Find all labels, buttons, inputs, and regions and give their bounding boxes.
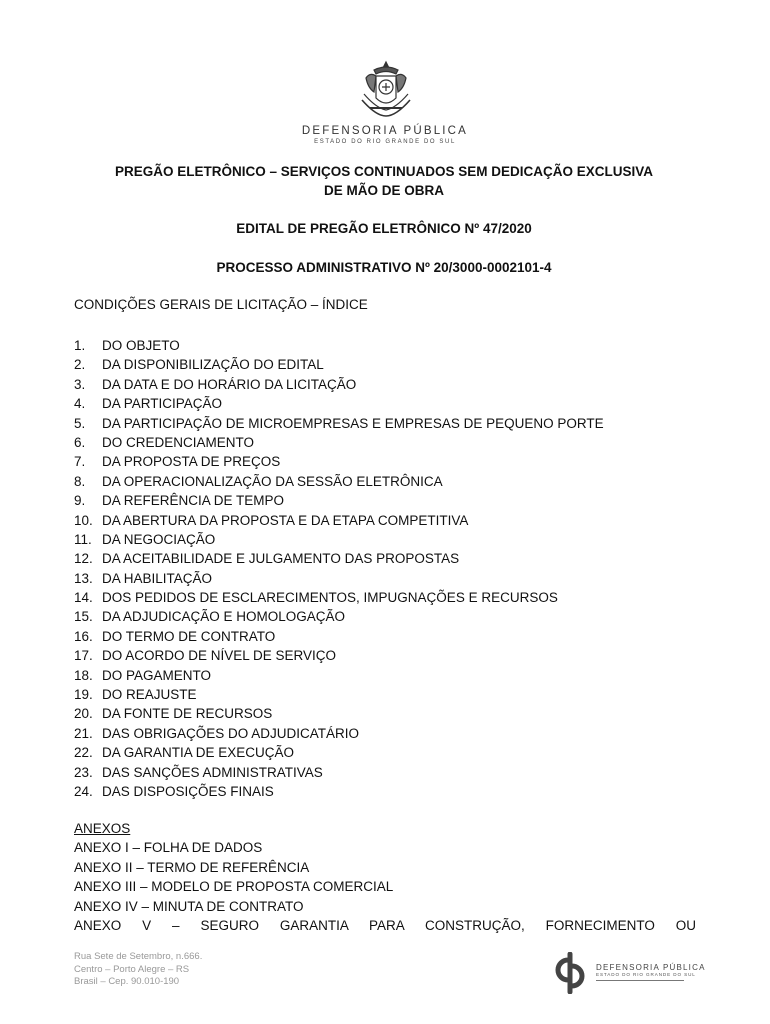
index-item-label: DO PAGAMENTO xyxy=(102,667,212,683)
title-line-2: DE MÃO DE OBRA xyxy=(323,183,444,198)
footer-divider xyxy=(596,980,684,981)
index-item-number: 13. xyxy=(74,570,93,586)
index-item-label: DO OBJETO xyxy=(102,338,180,353)
index-item xyxy=(74,569,714,588)
index-item-label: DA HABILITAÇÃO xyxy=(102,570,213,586)
annex-item: ANEXO I – FOLHA DE DADOS xyxy=(74,840,263,856)
annex-item: ANEXO IV – MINUTA DE CONTRATO xyxy=(74,898,304,914)
index-item-number: 23. xyxy=(74,764,93,780)
index-item-label: DA PROPOSTA DE PREÇOS xyxy=(102,454,281,470)
index-item xyxy=(74,685,714,704)
index-item-label: DA NEGOCIAÇÃO xyxy=(102,531,216,547)
index-item-label: DAS SANÇÕES ADMINISTRATIVAS xyxy=(102,764,323,780)
index-item xyxy=(74,782,714,801)
footer-address-line: Rua Sete de Setembro, n.666. xyxy=(74,951,203,962)
annex-item: ANEXO V – SEGURO GARANTIA PARA CONSTRUÇÃO, FORNECIMENTO OU xyxy=(74,918,696,934)
index-item-number: 4. xyxy=(74,396,86,412)
index-item xyxy=(74,355,714,374)
index-item-number: 5. xyxy=(74,415,86,431)
index-item-number: 20. xyxy=(74,706,93,722)
index-list xyxy=(74,336,714,801)
index-item xyxy=(74,452,714,471)
title-line-1: PREGÃO ELETRÔNICO – SERVIÇOS CONTINUADOS SEM DEDICAÇÃO EXCLUSIVA xyxy=(114,164,654,179)
index-item-number: 24. xyxy=(74,783,93,799)
annex-item: ANEXO III – MODELO DE PROPOSTA COMERCIAL xyxy=(74,879,394,895)
index-item-label: DA FONTE DE RECURSOS xyxy=(102,706,273,722)
index-item xyxy=(74,336,714,355)
index-item-label: DA GARANTIA DE EXECUÇÃO xyxy=(102,745,295,761)
annex-list xyxy=(74,838,696,935)
index-item xyxy=(74,394,714,413)
index-item-number: 7. xyxy=(74,454,86,470)
index-item-label: DA ABERTURA DA PROPOSTA E DA ETAPA COMPETITIVA xyxy=(102,512,469,528)
index-item-label: DA DATA E DO HORÁRIO DA LICITAÇÃO xyxy=(102,376,357,392)
index-item xyxy=(74,607,714,626)
index-item xyxy=(74,743,714,762)
index-item-label: DA REFERÊNCIA DE TEMPO xyxy=(102,493,285,509)
index-item-number: 19. xyxy=(74,687,93,703)
footer-org-subtitle: ESTADO DO RIO GRANDE DO SUL xyxy=(596,972,696,977)
index-item xyxy=(74,375,714,394)
index-item-number: 11. xyxy=(74,531,92,547)
index-item-label: DA PARTICIPAÇÃO xyxy=(102,396,223,412)
annex-item: ANEXO II – TERMO DE REFERÊNCIA xyxy=(74,859,310,875)
index-item xyxy=(74,704,714,723)
index-item-number: 2. xyxy=(74,357,86,373)
index-item xyxy=(74,627,714,646)
header-org-name: DEFENSORIA PÚBLICA xyxy=(301,125,469,137)
process-number: PROCESSO ADMINISTRATIVO Nº 20/3000-0002101-4 xyxy=(216,260,552,275)
index-item-number: 22. xyxy=(74,745,93,761)
edital-number: EDITAL DE PREGÃO ELETRÔNICO Nº 47/2020 xyxy=(236,221,532,236)
document-title xyxy=(74,162,694,200)
index-item-label: DA OPERACIONALIZAÇÃO DA SESSÃO ELETRÔNICA xyxy=(102,473,443,489)
header-org-subtitle: ESTADO DO RIO GRANDE DO SUL xyxy=(314,139,456,145)
index-item-number: 12. xyxy=(74,551,93,567)
index-item xyxy=(74,763,714,782)
index-item-number: 15. xyxy=(74,609,93,625)
index-item xyxy=(74,491,714,510)
index-item-label: DA ADJUDICAÇÃO E HOMOLOGAÇÃO xyxy=(102,609,346,625)
index-item xyxy=(74,414,714,433)
index-item-label: DOS PEDIDOS DE ESCLARECIMENTOS, IMPUGNAÇÕES E RECURSOS xyxy=(102,590,558,606)
footer-address-line: Brasil – Cep. 90.010-190 xyxy=(74,976,180,988)
footer-org-name: DEFENSORIA PÚBLICA xyxy=(596,963,706,972)
index-item-number: 9. xyxy=(74,493,86,509)
index-item-number: 6. xyxy=(74,434,86,450)
index-item-number: 1. xyxy=(74,338,86,353)
index-item-number: 3. xyxy=(74,376,86,392)
index-heading: CONDIÇÕES GERAIS DE LICITAÇÃO – ÍNDICE xyxy=(74,297,368,312)
index-item xyxy=(74,530,714,549)
index-item xyxy=(74,646,714,665)
index-item-number: 14. xyxy=(74,590,93,606)
index-item-number: 17. xyxy=(74,648,93,664)
footer-address xyxy=(74,951,202,989)
index-item-number: 8. xyxy=(74,473,86,489)
index-item-label: DA PARTICIPAÇÃO DE MICROEMPRESAS E EMPRESAS DE PEQUENO PORTE xyxy=(102,415,604,431)
index-item-label: DO REAJUSTE xyxy=(102,687,197,703)
annex-title: ANEXOS xyxy=(74,821,131,836)
footer-address-line: Centro – Porto Alegre – RS xyxy=(74,963,190,975)
index-item-label: DO CREDENCIAMENTO xyxy=(102,434,255,450)
index-item xyxy=(74,433,714,452)
index-item-label: DO ACORDO DE NÍVEL DE SERVIÇO xyxy=(102,648,337,664)
state-coat-of-arms-icon xyxy=(356,58,416,122)
index-item xyxy=(74,472,714,491)
index-item-number: 10. xyxy=(74,512,93,528)
index-item-number: 18. xyxy=(74,667,93,683)
index-item-label: DAS DISPOSIÇÕES FINAIS xyxy=(102,783,274,799)
defensoria-logo-icon xyxy=(550,952,590,994)
index-item xyxy=(74,549,714,568)
index-item xyxy=(74,588,714,607)
index-item xyxy=(74,511,714,530)
index-item-label: DA DISPONIBILIZAÇÃO DO EDITAL xyxy=(102,357,324,373)
index-item-number: 16. xyxy=(74,628,93,644)
index-item xyxy=(74,724,714,743)
annex-section xyxy=(74,819,696,935)
index-item-label: DAS OBRIGAÇÕES DO ADJUDICATÁRIO xyxy=(102,725,360,741)
index-item-label: DA ACEITABILIDADE E JULGAMENTO DAS PROPOSTAS xyxy=(102,551,460,567)
index-item-label: DO TERMO DE CONTRATO xyxy=(102,628,276,644)
index-item xyxy=(74,666,714,685)
index-item-number: 21. xyxy=(74,725,93,741)
